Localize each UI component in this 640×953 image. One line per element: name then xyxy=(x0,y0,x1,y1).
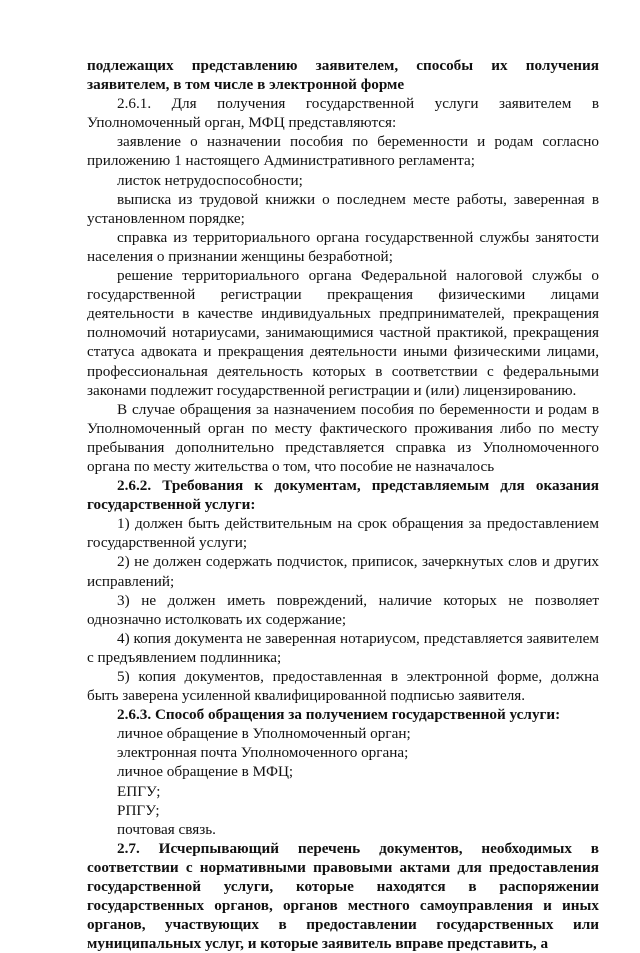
heading-continuation-line1: подлежащих представлению заявителем, способы их получения xyxy=(87,57,599,74)
method-item-epgu: ЕПГУ; xyxy=(117,782,161,800)
method-item-post: почтовая связь. xyxy=(117,820,216,838)
heading-continuation-line2: заявителем, в том числе в электронной форме xyxy=(87,76,405,94)
heading-2-6-2: 2.6.2. Требования к документам, представляемым для оказания государственной услуги: xyxy=(87,477,599,514)
requirement-item-4: 4) копия документа не заверенная нотариусом, представляется заявителем с предъявлением подлинника; xyxy=(87,629,599,666)
method-item-rpgu: РПГУ; xyxy=(117,801,160,819)
requirement-item-5: 5) копия документов, предоставленная в электронной форме, должна быть заверена усиленной квалифицированной подписью заявителя. xyxy=(87,668,599,705)
paragraph-additional-certificate: В случае обращения за назначением пособия по беременности и родам в Уполномоченный орган по месту фактического проживания либо по месту пребывания дополнительно представляется справка из Уполномоченного органа по месту жительства о том, что пособие не назначалось xyxy=(87,400,599,475)
requirement-item-1: 1) должен быть действительным на срок обращения за предоставлением государственной услуги; xyxy=(87,515,599,552)
list-item-application: заявление о назначении пособия по беременности и родам согласно приложению 1 настоящего Административного регламента; xyxy=(87,133,599,170)
document-page xyxy=(87,56,599,953)
method-item-email: электронная почта Уполномоченного органа; xyxy=(117,744,409,762)
requirement-item-3: 3) не должен иметь повреждений, наличие которых не позволяет однозначно истолковать их содержание; xyxy=(87,591,599,628)
method-item-authority-visit: личное обращение в Уполномоченный орган; xyxy=(117,725,411,743)
heading-2-7: 2.7. Исчерпывающий перечень документов, необходимых в соответствии с нормативными правовыми актами для предоставления государственной услуги, которые находятся в распоряжении государственных органов, органов местного самоуправления и иных органов, участвующих в предоставлении государственных или муниципальных услуг, и которые заявитель вправе представить, а xyxy=(87,839,599,953)
heading-2-6-3: 2.6.3. Способ обращения за получением государственной услуги: xyxy=(117,706,561,724)
list-item-tax-service-decision: решение территориального органа Федеральной налоговой службы о государственной регистрации прекращения физическими лицами деятельности в качестве индивидуальных предпринимателей, прекращения полномочий нотариусами, занимающимися частной практикой, прекращения статуса адвоката и прекращения деятельности иными физическими лицами, профессиональная деятельность которых в соответствии с федеральными законами подлежит государственной регистрации и (или) лицензированию. xyxy=(87,267,599,399)
paragraph-2-6-1-intro-line2: Уполномоченный орган, МФЦ представляются: xyxy=(87,114,397,132)
list-item-employment-certificate: справка из территориального органа государственной службы занятости населения о признании женщины безработной; xyxy=(87,228,599,265)
list-item-sick-leave: листок нетрудоспособности; xyxy=(117,171,303,189)
paragraph-2-6-1-intro-line1: 2.6.1. Для получения государственной услуги заявителем в xyxy=(117,95,599,113)
requirement-item-2: 2) не должен содержать подчисток, приписок, зачеркнутых слов и других исправлений; xyxy=(87,553,599,590)
method-item-mfc-visit: личное обращение в МФЦ; xyxy=(117,763,294,781)
list-item-workbook-extract: выписка из трудовой книжки о последнем месте работы, заверенная в установленном порядке; xyxy=(87,190,599,227)
